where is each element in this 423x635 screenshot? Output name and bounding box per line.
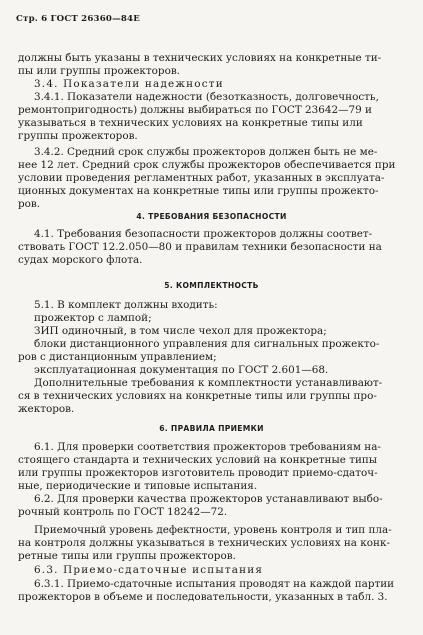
text-line: 6.1. Для проверки соответствия прожекторов требованиям на- [34, 441, 381, 453]
subsection-title: 6.3. Приемо-сдаточные испытания [34, 564, 264, 576]
text-line: ционных документах на конкретные типы или группы прожекто- [18, 185, 379, 197]
text-line: ся в технических условиях на конкретные типы или группы про- [18, 390, 377, 402]
text-line: жекторов. [18, 403, 75, 415]
text-line: стоящего стандарта и технических условий на конкретные типы [18, 454, 378, 466]
text-line: 6.2. Для проверки качества прожекторов устанавливают выбо- [34, 493, 383, 505]
subsection-title: 3.4. Показатели надежности [34, 78, 224, 90]
text-line: 3.4.2. Средний срок службы прожекторов должен быть не ме- [34, 146, 378, 158]
text-line: блоки дистанционного управления для сигнальных прожекто- [34, 338, 380, 350]
text-line: должны быть указаны в технических условиях на конкретные ти- [18, 52, 382, 64]
text-line: 6.3.1. Приемо-сдаточные испытания проводят на каждой партии [34, 578, 395, 590]
text-line: прожектор с лампой; [34, 312, 152, 324]
text-line: 5.1. В комплект должны входить: [34, 299, 218, 311]
text-line: рочный контроль по ГОСТ 18242—72. [18, 506, 228, 518]
text-line: 4.1. Требования безопасности прожекторов должны соответ- [34, 228, 373, 240]
text-line: на контроля должны указываться в технических условиях на конк- [18, 537, 390, 549]
text-line: пы или группы прожекторов. [18, 65, 180, 77]
text-line: ретные типы или группы прожекторов. [18, 550, 236, 562]
text-line: Приемочный уровень дефектности, уровень контроля и тип пла- [34, 524, 392, 536]
text-line: ствовать ГОСТ 12.2.050—80 и правилам техники безопасности на [18, 241, 382, 253]
text-line: указываться в технических условиях на конкретные типы или [18, 117, 363, 129]
text-line: ров. [18, 198, 41, 210]
text-line: Дополнительные требования к комплектности устанавливают- [34, 377, 383, 389]
section-heading-acceptance: 6. ПРАВИЛА ПРИЕМКИ [159, 424, 264, 433]
text-line: прожекторов в объеме и последовательности, указанных в табл. 3. [18, 591, 388, 603]
text-line: 3.4.1. Показатели надежности (безотказность, долговечность, [34, 91, 379, 103]
text-line: ЗИП одиночный, в том числе чехол для прожектора; [34, 325, 327, 337]
text-line: ные, периодические и типовые испытания. [18, 480, 258, 492]
text-line: или группы прожекторов изготовитель проводит приемо-сдаточ- [18, 467, 378, 479]
page-header: Стр. 6 ГОСТ 26360—84Е [16, 14, 140, 24]
text-line: группы прожекторов. [18, 130, 138, 142]
text-line: эксплуатационная документация по ГОСТ 2.601—68. [34, 364, 329, 376]
text-line: ров с дистанционным управлением; [18, 351, 217, 363]
text-line: условии проведения регламентных работ, указанных в эксплуата- [18, 172, 385, 184]
text-line: судах морского флота. [18, 254, 143, 266]
section-heading-safety: 4. ТРЕБОВАНИЯ БЕЗОПАСНОСТИ [136, 212, 287, 221]
text-line: ремонтопригодность) должны выбираться по ГОСТ 23642—79 и [18, 104, 372, 116]
text-line: нее 12 лет. Средний срок службы прожекторов обеспечивается при [18, 159, 396, 171]
section-heading-completeness: 5. КОМПЛЕКТНОСТЬ [164, 281, 259, 290]
